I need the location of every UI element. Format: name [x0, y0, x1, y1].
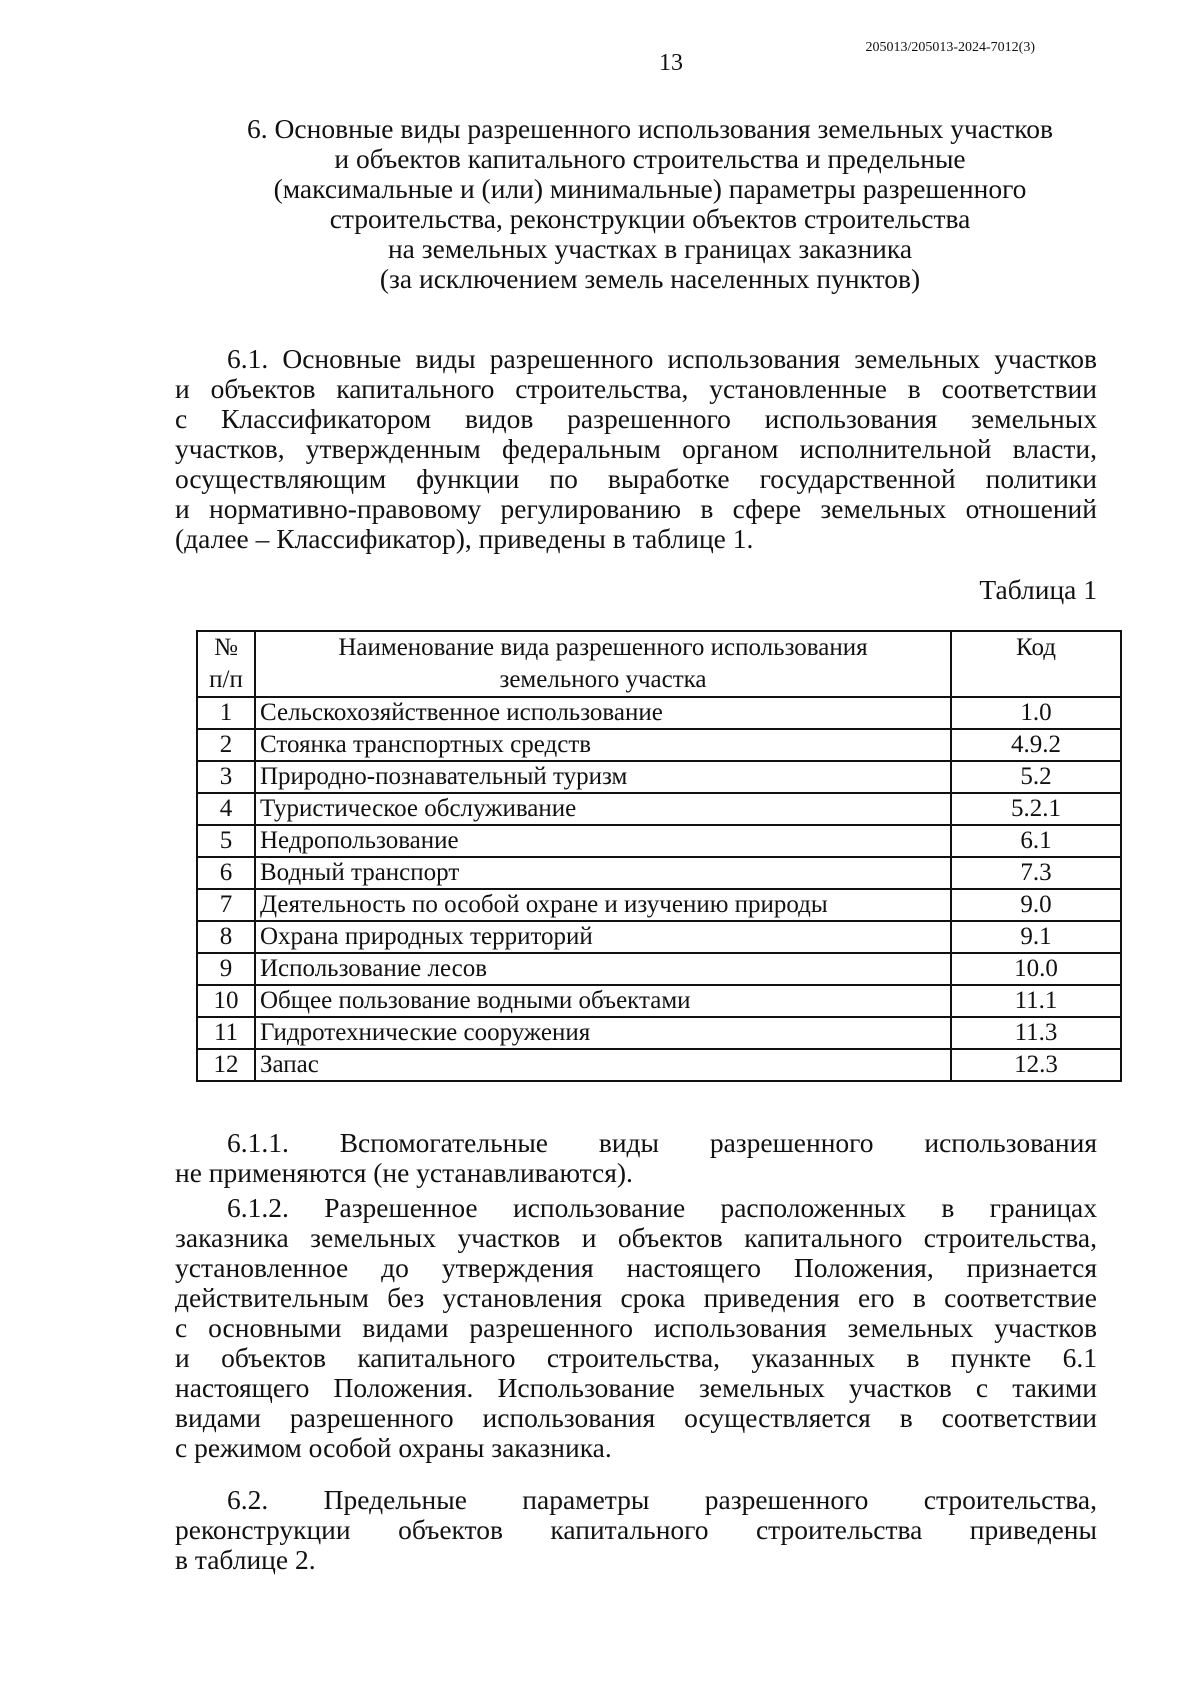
section-title-line: (за исключением земель населенных пунктов) [379, 263, 921, 294]
paragraph-line: 6.1.1. Вспомогательные виды разрешенного использования [227, 1127, 1097, 1158]
paragraph-line: осуществляющим функции по выработке государственной политики [175, 463, 1097, 494]
cell-name: Гидротехнические сооружения [255, 1017, 951, 1049]
cell-code: 11.3 [951, 1017, 1121, 1049]
paragraph-line: заказника земельных участков и объектов капитального строительства, [175, 1222, 1097, 1253]
paragraph-6-1 [175, 344, 1097, 554]
cell-num: 5 [197, 825, 255, 857]
cell-num: 8 [197, 921, 255, 953]
table-row [197, 1017, 1121, 1049]
cell-name: Общее пользование водными объектами [255, 985, 951, 1017]
table-row [197, 857, 1121, 889]
cell-name: Природно-познавательный туризм [255, 761, 951, 793]
paragraph-line: действительным без установления срока приведения его в соответствие [175, 1282, 1097, 1313]
paragraph-6-2 [175, 1485, 1097, 1575]
section-title-line: (максимальные и (или) минимальные) параметры разрешенного [273, 173, 1027, 204]
header-name-line: Наименование вида разрешенного использования [338, 634, 868, 661]
cell-code: 5.2 [951, 761, 1121, 793]
paragraph-6-1-1 [175, 1128, 1097, 1188]
header-name [255, 631, 951, 697]
cell-num: 7 [197, 889, 255, 921]
table-row [197, 921, 1121, 953]
cell-name: Запас [255, 1049, 951, 1081]
cell-num: 1 [197, 697, 255, 729]
cell-num: 10 [197, 985, 255, 1017]
table-row [197, 953, 1121, 985]
table-header-row [197, 631, 1121, 697]
section-title [150, 114, 1150, 294]
paragraph-line: в таблице 2. [175, 1544, 316, 1575]
paragraph-line: установленное до утверждения настоящего Положения, признается [175, 1252, 1097, 1283]
cell-name: Использование лесов [255, 953, 951, 985]
table-row [197, 729, 1121, 761]
table-row [197, 985, 1121, 1017]
cell-code: 10.0 [951, 953, 1121, 985]
header-num-line: № [214, 634, 238, 661]
paragraph-line: с основными видами разрешенного использования земельных участков [175, 1312, 1097, 1343]
cell-name: Туристическое обслуживание [255, 793, 951, 825]
cell-name: Охрана природных территорий [255, 921, 951, 953]
document-id: 205013/205013-2024-7012(3) [865, 40, 1035, 55]
table-caption: Таблица 1 [979, 574, 1097, 605]
cell-num: 2 [197, 729, 255, 761]
paragraph-line: и объектов капитального строительства, указанных в пункте 6.1 [175, 1342, 1097, 1373]
cell-code: 9.0 [951, 889, 1121, 921]
section-title-line: строительства, реконструкции объектов строительства [329, 203, 971, 234]
paragraph-line: видами разрешенного использования осуществляется в соответствии [175, 1402, 1097, 1433]
paragraph-line: не применяются (не устанавливаются). [175, 1157, 633, 1188]
table-row [197, 697, 1121, 729]
cell-num: 12 [197, 1049, 255, 1081]
header-num [197, 631, 255, 697]
cell-code: 4.9.2 [951, 729, 1121, 761]
paragraph-line: с режимом особой охраны заказника. [175, 1432, 612, 1463]
paragraph-line: и нормативно-правовому регулированию в сфере земельных отношений [175, 493, 1097, 524]
header-code: Код [951, 631, 1121, 697]
cell-code: 6.1 [951, 825, 1121, 857]
table-row [197, 1049, 1121, 1081]
cell-code: 9.1 [951, 921, 1121, 953]
table-row [197, 793, 1121, 825]
section-title-line: и объектов капитального строительства и предельные [334, 143, 966, 174]
cell-name: Стоянка транспортных средств [255, 729, 951, 761]
paragraph-line: реконструкции объектов капитального строительства приведены [175, 1514, 1097, 1545]
cell-name: Водный транспорт [255, 857, 951, 889]
table-row [197, 825, 1121, 857]
paragraph-line: 6.2. Предельные параметры разрешенного строительства, [227, 1484, 1097, 1515]
table-row [197, 889, 1121, 921]
paragraph-line: (далее – Классификатор), приведены в таблице 1. [175, 523, 754, 554]
table-row [197, 761, 1121, 793]
cell-num: 3 [197, 761, 255, 793]
cell-name: Деятельность по особой охране и изучению природы [255, 889, 951, 921]
cell-code: 12.3 [951, 1049, 1121, 1081]
cell-name: Недропользование [255, 825, 951, 857]
cell-code: 5.2.1 [951, 793, 1121, 825]
cell-code: 1.0 [951, 697, 1121, 729]
cell-num: 9 [197, 953, 255, 985]
paragraph-6-1-2 [175, 1193, 1097, 1463]
section-title-line: 6. Основные виды разрешенного использования земельных участков [247, 113, 1053, 144]
paragraph-line: настоящего Положения. Использование земельных участков с такими [175, 1372, 1097, 1403]
paragraph-line: участков, утвержденным федеральным органом исполнительной власти, [175, 433, 1097, 464]
cell-num: 4 [197, 793, 255, 825]
section-title-line: на земельных участках в границах заказника [387, 233, 913, 264]
page-number: 13 [659, 50, 683, 76]
cell-name: Сельскохозяйственное использование [255, 697, 951, 729]
land-use-table [196, 630, 1122, 1082]
paragraph-line: 6.1.2. Разрешенное использование расположенных в границах [227, 1192, 1097, 1223]
paragraph-line: 6.1. Основные виды разрешенного использования земельных участков [227, 343, 1097, 374]
cell-num: 6 [197, 857, 255, 889]
header-name-line: земельного участка [499, 666, 707, 693]
cell-code: 7.3 [951, 857, 1121, 889]
paragraph-line: с Классификатором видов разрешенного использования земельных [175, 403, 1097, 434]
cell-code: 11.1 [951, 985, 1121, 1017]
paragraph-line: и объектов капитального строительства, установленные в соответствии [175, 373, 1097, 404]
header-num-line: п/п [209, 666, 243, 693]
cell-num: 11 [197, 1017, 255, 1049]
